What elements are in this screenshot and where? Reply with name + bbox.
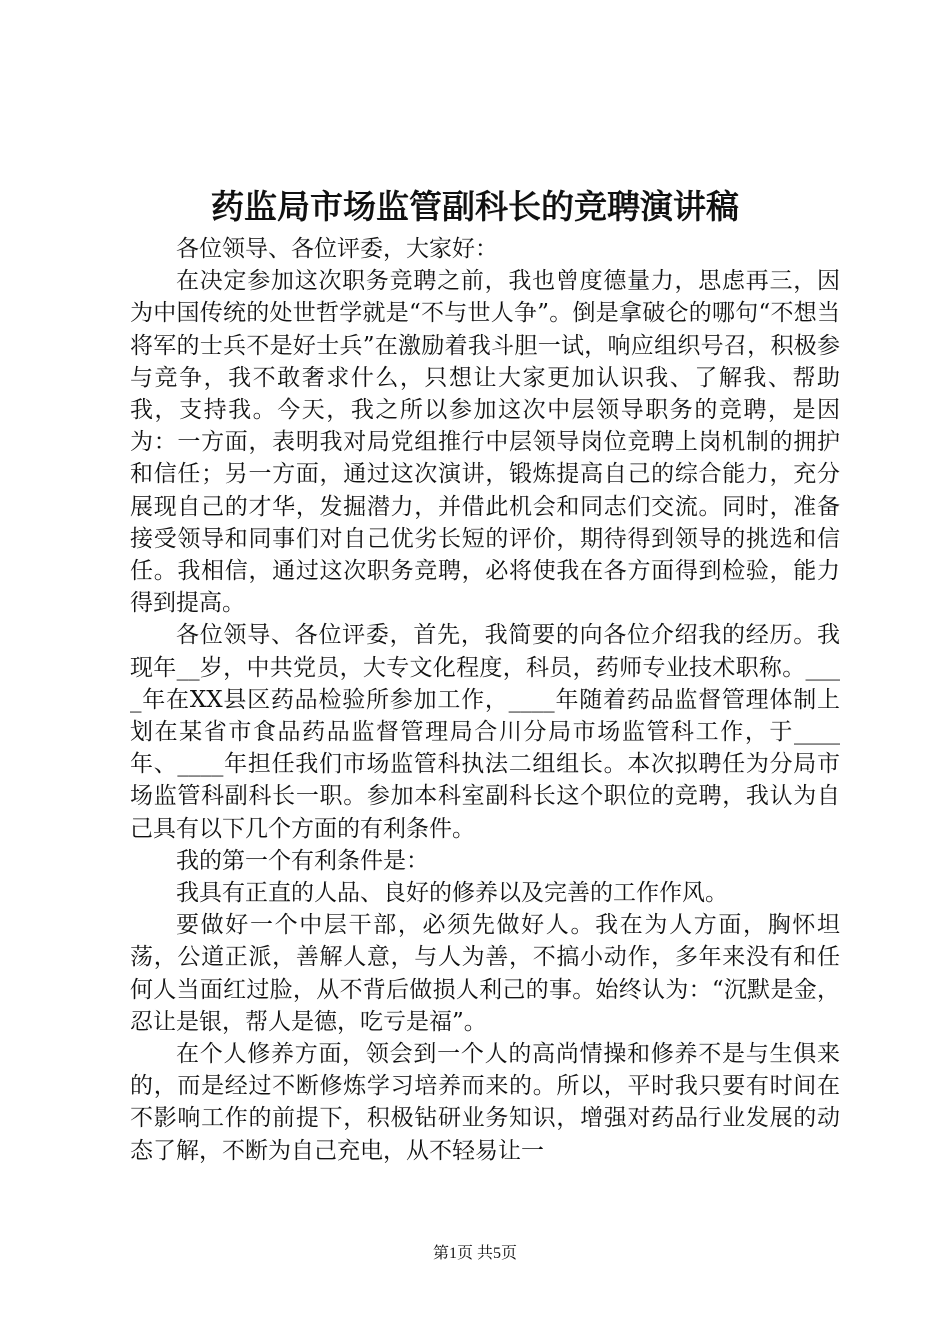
- paragraph: 在决定参加这次职务竞聘之前，我也曾度德量力，思虑再三，因为中国传统的处世哲学就是“不与世人争”。倒是拿破仑的哪句“不想当将军的士兵不是好士兵”在激励着我斗胆一试，响应组织号召，积极参与竞争，我不敢奢求什么，只想让大家更加认识我、了解我、帮助我，支持我。今天，我之所以参加这次中层领导职务的竞聘，是因为：一方面，表明我对局党组推行中层领导岗位竞聘上岗机制的拥护和信任；另一方面，通过这次演讲，锻炼提高自己的综合能力，充分展现自己的才华，发掘潜力，并借此机会和同志们交流。同时，准备接受领导和同事们对自己优劣长短的评价，期待得到领导的挑选和信任。我相信，通过这次职务竞聘，必将使我在各方面得到检验，能力得到提高。: [130, 268, 840, 617]
- paragraph: 在个人修养方面，领会到一个人的高尚情操和修养不是与生俱来的，而是经过不断修炼学习培养而来的。所以，平时我只要有时间在不影响工作的前提下，积极钻研业务知识，增强对药品行业发展的动态了解，不断为自己充电，从不轻易让一: [130, 1041, 840, 1164]
- document-body: [130, 233, 840, 1167]
- paragraph: 我的第一个有利条件是：: [176, 847, 429, 874]
- page-footer: 第1页 共5页: [432, 1245, 517, 1262]
- paragraph: 要做好一个中层干部，必须先做好人。我在为人方面，胸怀坦荡，公道正派，善解人意，与人为善，不搞小动作，多年来没有和任何人当面红过脸，从不背后做损人利己的事。始终认为：“沉默是金，忍让是银，帮人是德，吃亏是福”。: [130, 912, 840, 1035]
- paragraph: 我具有正直的人品、良好的修养以及完善的工作作风。: [176, 880, 728, 907]
- paragraph-greeting: 各位领导、各位评委，大家好：: [176, 236, 498, 262]
- document-title: 药监局市场监管副科长的竞聘演讲稿: [211, 187, 739, 226]
- paragraph: 各位领导、各位评委，首先，我简要的向各位介绍我的经历。我现年__岁，中共党员，大专文化程度，科员，药师专业技术职称。____年在XX县区药品检验所参加工作，____年随着药品监督管理体制上划在某省市食品药品监督管理局合川分局市场监管科工作，于____年、____年担任我们市场监管科执法二组组长。本次拟聘任为分局市场监管科副科长一职。参加本科室副科长这个职位的竞聘，我认为自己具有以下几个方面的有利条件。: [130, 622, 840, 842]
